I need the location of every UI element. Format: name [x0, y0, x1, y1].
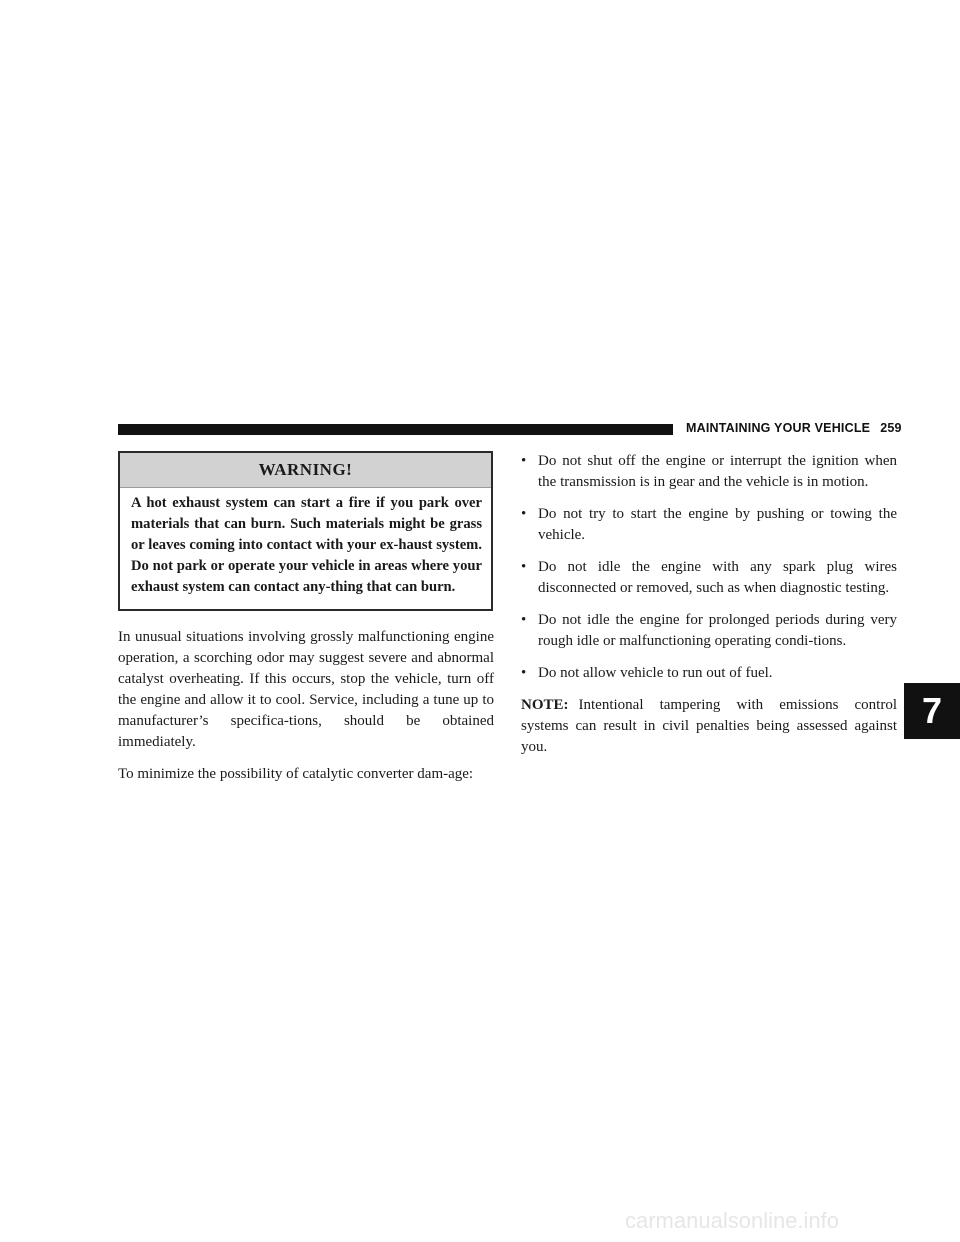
- bullet-icon: •: [521, 559, 527, 575]
- list-item: [521, 451, 897, 493]
- bullet-icon: •: [521, 506, 527, 522]
- right-column: [521, 451, 897, 758]
- watermark: carmanualsonline.info: [625, 1208, 840, 1233]
- precaution-list: [521, 451, 897, 684]
- bullet-icon: •: [521, 612, 527, 628]
- list-item-text: Do not idle the engine for prolonged periods during very rough idle or malfunctioning operating condi-tions.: [538, 612, 897, 649]
- bullet-icon: •: [521, 453, 527, 469]
- paragraph-catalyst-overheating: In unusual situations involving grossly malfunctioning engine operation, a scorching odor may suggest severe and abnormal catalyst overheating. If this occurs, stop the vehicle, turn off the engine and allow it to cool. Service, including a tune up to manufacturer’s specifica-tions, should be obtained immediately.: [118, 629, 494, 750]
- list-item-text: Do not allow vehicle to run out of fuel.: [538, 665, 773, 681]
- warning-text: A hot exhaust system can start a fire if you park over materials that can burn. Such materials might be grass or leaves coming into contact with your ex-haust system. Do not park or operate your vehicle in areas where your exhaust system can contact any-thing that can burn.: [131, 495, 482, 595]
- list-item-text: Do not idle the engine with any spark plug wires disconnected or removed, such as when diagnostic testing.: [538, 559, 897, 596]
- warning-box: [118, 451, 493, 611]
- warning-title: WARNING!: [120, 453, 491, 488]
- section-title: MAINTAINING YOUR VEHICLE: [686, 421, 871, 435]
- list-item: [521, 663, 897, 684]
- bullet-icon: •: [521, 665, 527, 681]
- note-paragraph: [521, 695, 897, 758]
- running-head: [686, 421, 902, 435]
- left-column: [118, 627, 494, 796]
- list-item: [521, 504, 897, 546]
- list-item-text: Do not shut off the engine or interrupt the ignition when the transmission is in gear and the vehicle is in motion.: [538, 453, 897, 490]
- list-item: [521, 557, 897, 599]
- chapter-tab: 7: [904, 683, 960, 739]
- list-item-text: Do not try to start the engine by pushing or towing the vehicle.: [538, 506, 897, 543]
- list-item: [521, 610, 897, 652]
- note-label: NOTE:: [521, 697, 569, 713]
- paragraph-minimize-damage: To minimize the possibility of catalytic converter dam-age:: [118, 766, 474, 782]
- page-number: 259: [880, 421, 902, 435]
- header-rule: [118, 424, 673, 435]
- note-text: Intentional tampering with emissions control systems can result in civil penalties being assessed against you.: [521, 697, 897, 755]
